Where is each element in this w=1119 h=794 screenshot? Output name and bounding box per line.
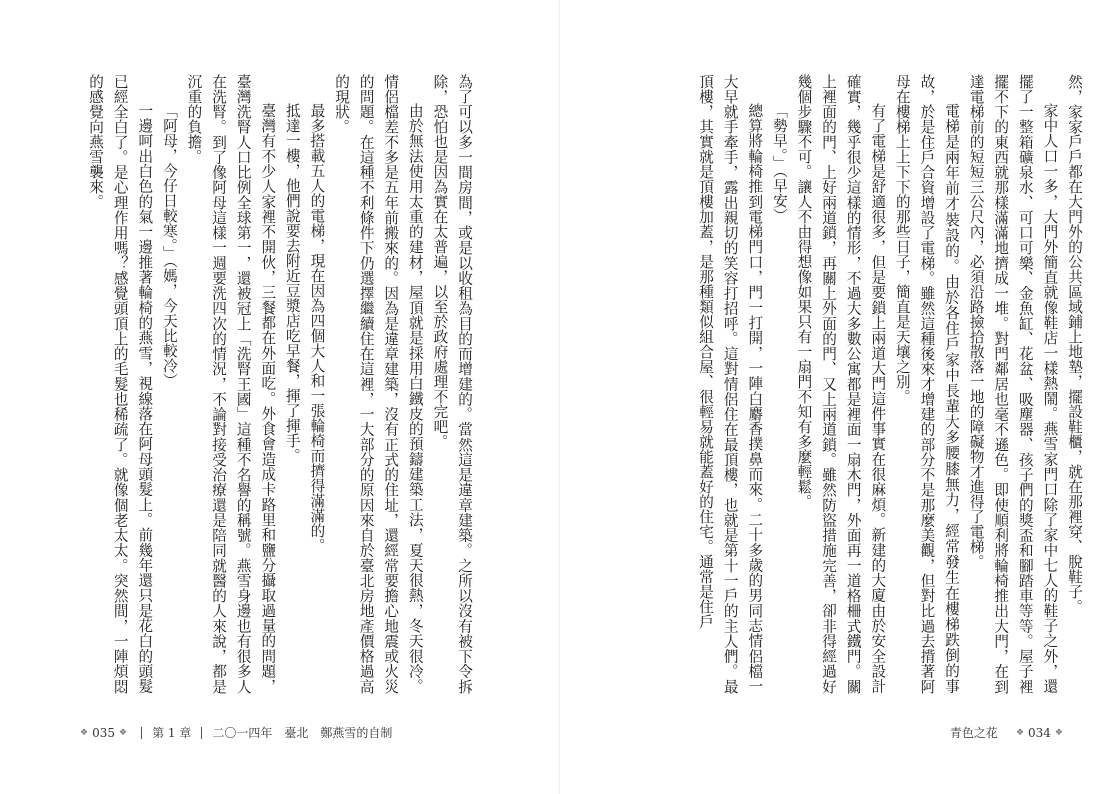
divider	[201, 727, 202, 739]
running-head: 二〇一四年 臺北 鄭燕雪的自制	[212, 726, 393, 740]
paragraph: 最多搭載五人的電梯，現在因為四個大人和一張輪椅而擠得滿滿的。	[308, 103, 326, 554]
left-page-body	[68, 74, 476, 694]
paragraph: 抵達一樓，他們說要去附近豆漿店吃早餐，揮了揮手。	[283, 103, 301, 464]
paragraph: 臺灣有不少人家裡不開伙，三餐都在外面吃。外食會造成卡路里和鹽分攝取過量的問題，臺灣洗腎人口比例全球第一，還被冠上「洗腎王國」這種不名譽的稱號。燕雪身邊也有很多人在洗腎。到了像阿母這樣一週要洗四次的情況，不論對接受治療還是陪同就醫的人來說，都是沉重的負擔。	[185, 74, 277, 694]
divider	[141, 727, 142, 739]
paragraph: 「勢早。」（早安）	[770, 103, 788, 224]
ornament-icon: ❖	[1054, 727, 1063, 738]
chapter-label: 第 1 章	[152, 726, 192, 740]
paragraph: 為了可以多一間房間，或是以收租為目的而增建的。當然這是違章建築。之所以沒有被下令拆除，恐怕也是因為實在太普遍，以至於政府處理不完吧。	[431, 74, 473, 694]
paragraph: 然，家家戶戶都在大門外的公共區域鋪上地墊，擺設鞋櫃，就在那裡穿、脫鞋子。	[1066, 74, 1083, 614]
right-page-body	[678, 74, 1086, 694]
page-number: 035	[92, 725, 115, 740]
paragraph: 一邊呵出白色的氣一邊推著輪椅的燕雪，視線落在阿母頭髮上。前幾年還只是花白的頭髮已經全白了。是心理作用嗎？感覺頭頂上的毛髮也稀疏了。就像個老太太。突然間，一陣煩悶的感覺向燕雪襲來。	[87, 74, 154, 694]
right-page-footer	[950, 724, 1067, 741]
paragraph: 「阿母，今仔日較寒。」（媽，今天比較冷）	[160, 103, 178, 389]
paragraph: 家中人口一多，大門外簡直就像鞋店一樣熱鬧。燕雪家門口除了家中七人的鞋子之外，還擺了一整箱礦泉水、可口可樂、金魚缸、花盆、吸塵器、孩子們的獎盃和腳踏車等等。屋子裡擺不下的東西就那樣滿滿地擠成一堆。對門鄰居也毫不遜色。即使順利將輪椅推出大門，在到達電梯前的短短三公尺內，必須沿路撿拾散落一地的障礙物才進得了電梯。	[967, 74, 1059, 694]
paragraph: 有了電梯是舒適很多，但是要鎖上兩道大門這件事實在很麻煩。新建的大廈由於安全設計確實，幾乎很少這樣的情形，不過大多數公寓都是裡面一扇木門，外面再一道格柵式鐵門。關上裡面的門、上好兩道鎖，再關上外面的門、又上兩道鎖。雖然防盜措施完善，卻非得經過好幾個步驟不可。讓人不由得想像如果只有一扇門不知有多麼輕鬆。	[795, 74, 887, 694]
ornament-icon: ❖	[118, 727, 128, 738]
ornament-icon: ❖	[80, 727, 89, 738]
right-page	[560, 0, 1119, 794]
paragraph: 電梯是兩年前才裝設的。由於各住戶家中長輩大多腰膝無力，經常發生在樓梯跌倒的事故，於是住戶合資增設了電梯。雖然這種後來才增建的部分不是那麼美觀，但對比過去揹著阿母在樓梯上上下下的那些日子，簡直是天壤之別。	[893, 74, 961, 694]
paragraph: 由於無法使用太重的建材，屋頂就是採用白鐵皮的預鑄建築工法，夏天很熱，冬天很冷。情侶檔差不多是五年前搬來的。因為是違章建築，沒有正式的住址，還經常要擔心地震或火災的問題。在這種不利條件下仍選擇繼續住在這裡，一大部分的原因來自於臺北房地產價格過高的現狀。	[333, 74, 424, 694]
page-number: 034	[1028, 725, 1051, 740]
paragraph: 總算將輪椅推到電梯門口，門一打開，一陣白麝香撲鼻而來。二十多歲的男同志情侶檔一大早就手牽手，露出親切的笑容打招呼。這對情侶住在最頂樓，也就是第十一戶的主人們。最頂樓，其實就是頂樓加蓋，是那種類似組合屋、很輕易就能蓋好的住宅。通常是住戶	[697, 74, 764, 694]
book-title: 青色之花	[949, 726, 998, 740]
left-page	[0, 0, 559, 794]
ornament-icon: ❖	[1015, 727, 1025, 738]
left-page-footer	[76, 724, 392, 741]
